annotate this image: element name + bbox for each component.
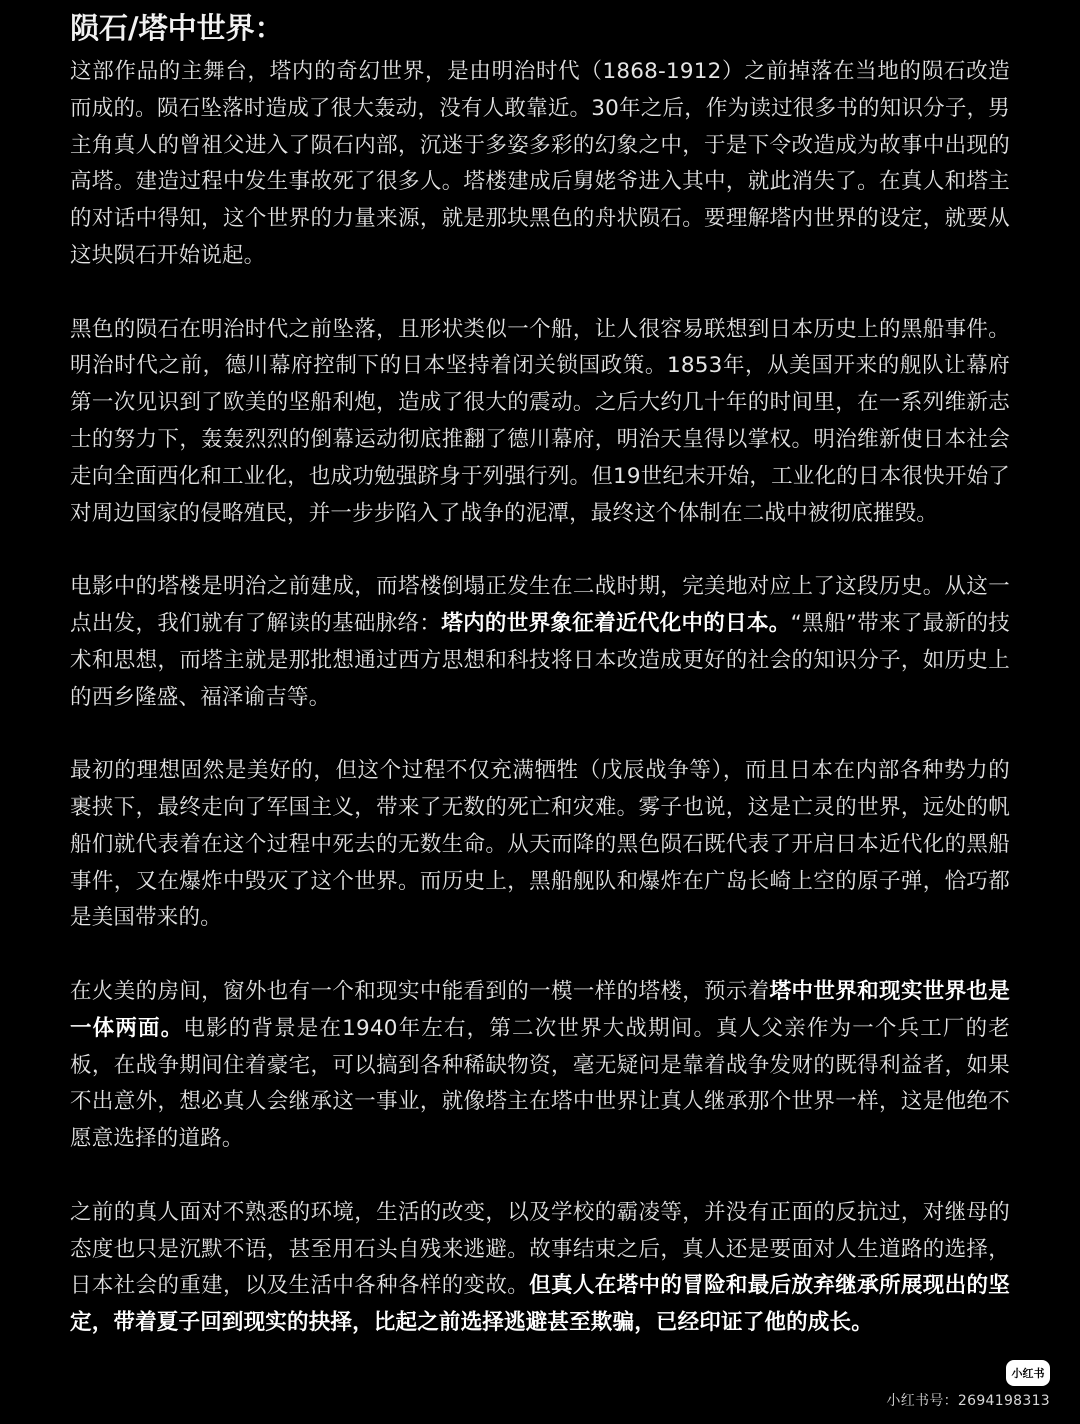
article xyxy=(70,6,1010,1379)
paragraph-text: 黑色的陨石在明治时代之前坠落，且形状类似一个船，让人很容易联想到日本历史上的黑船事件。明治时代之前，德川幕府控制下的日本坚持着闭关锁国政策。1853年，从美国开来的舰队让幕府第一次见识到了欧美的坚船利炮，造成了很大的震动。之后大约几十年的时间里，在一系列维新志士的努力下，轰轰烈烈的倒幕运动彻底推翻了德川幕府，明治天皇得以掌权。明治维新使日本社会走向全面西化和工业化，也成功勉强跻身于列强行列。但19世纪末开始，工业化的日本很快开始了对周边国家的侵略殖民，并一步步陷入了战争的泥潭，最终这个体制在二战中被彻底摧毁。 xyxy=(70,316,1010,526)
watermark-id: 小红书号：2694198313 xyxy=(886,1393,1050,1409)
paragraph-text: 最初的理想固然是美好的，但这个过程不仅充满牺牲（戊辰战争等），而且日本在内部各种势力的裹挟下，最终走向了军国主义，带来了无数的死亡和灾难。雾子也说，这是亡灵的世界，远处的帆船们就代表着在这个过程中死去的无数生命。从天而降的黑色陨石既代表了开启日本近代化的黑船事件，又在爆炸中毁灭了这个世界。而历史上，黑船舰队和爆炸在广岛长崎上空的原子弹，恰巧都是美国带来的。 xyxy=(70,758,1010,931)
paragraph-1 xyxy=(70,54,1010,275)
paragraph-5 xyxy=(70,974,1010,1158)
paragraph-6 xyxy=(70,1195,1010,1342)
paragraph-bold-text: 但真人在塔中的冒险和最后放弃继承所展现出的坚定，带着夏子回到现实的抉择，比起之前选择逃避甚至欺骗，已经印证了他的成长。 xyxy=(70,1273,1011,1336)
paragraph-4 xyxy=(70,753,1010,937)
paragraph-2 xyxy=(70,312,1010,533)
paragraph-text: “黑船”带来了最新的技术和思想，而塔主就是那批想通过西方思想和科技将日本改造成更好的社会的知识分子，如历史上的西乡隆盛、福泽谕吉等。 xyxy=(70,610,1011,710)
paragraph-text: 这部作品的主舞台，塔内的奇幻世界，是由明治时代（1868-1912）之前掉落在当地的陨石改造而成的。陨石坠落时造成了很大轰动，没有人敢靠近。30年之后，作为读过很多书的知识分子，男主角真人的曾祖父进入了陨石内部，沉迷于多姿多彩的幻象之中，于是下令改造成为故事中出现的高塔。建造过程中发生事故死了很多人。塔楼建成后舅姥爷进入其中，就此消失了。在真人和塔主的对话中得知，这个世界的力量来源，就是那块黑色的舟状陨石。要理解塔内世界的设定，就要从这块陨石开始说起。 xyxy=(70,59,1010,268)
paragraph-text: 电影的背景是在1940年左右，第二次世界大战期间。真人父亲作为一个兵工厂的老板，在战争期间住着豪宅，可以搞到各种稀缺物资，毫无疑问是靠着战争发财的既得利益者，如果不出意外，想必真人会继承这一事业，就像塔主在塔中世界让真人继承那个世界一样，这是他绝不愿意选择的道路。 xyxy=(70,1015,1010,1152)
paragraph-bold-text: 塔中世界和现实世界也是一体两面。 xyxy=(70,978,1010,1041)
watermark xyxy=(886,1360,1050,1410)
paragraph-text: 在火美的房间，窗外也有一个和现实中能看到的一模一样的塔楼，预示着 xyxy=(70,978,770,1004)
article-heading: 陨石/塔中世界： xyxy=(70,11,284,45)
paragraph-text: 之前的真人面对不熟悉的环境，生活的改变，以及学校的霸凌等，并没有正面的反抗过，对继母的态度也只是沉默不语，甚至用石头自残来逃避。故事结束之后，真人还是要面对人生道路的选择，日本社会的重建，以及生活中各种各样的变故。 xyxy=(70,1199,1010,1299)
paragraph-text: 电影中的塔楼是明治之前建成，而塔楼倒塌正发生在二战时期，完美地对应上了这段历史。从这一点出发，我们就有了解读的基础脉络： xyxy=(70,574,1010,636)
xiaohongshu-logo-icon: 小红书 xyxy=(1006,1360,1050,1386)
paragraph-bold-text: 塔内的世界象征着近代化中的日本。 xyxy=(441,610,791,636)
paragraph-3 xyxy=(70,569,1010,716)
